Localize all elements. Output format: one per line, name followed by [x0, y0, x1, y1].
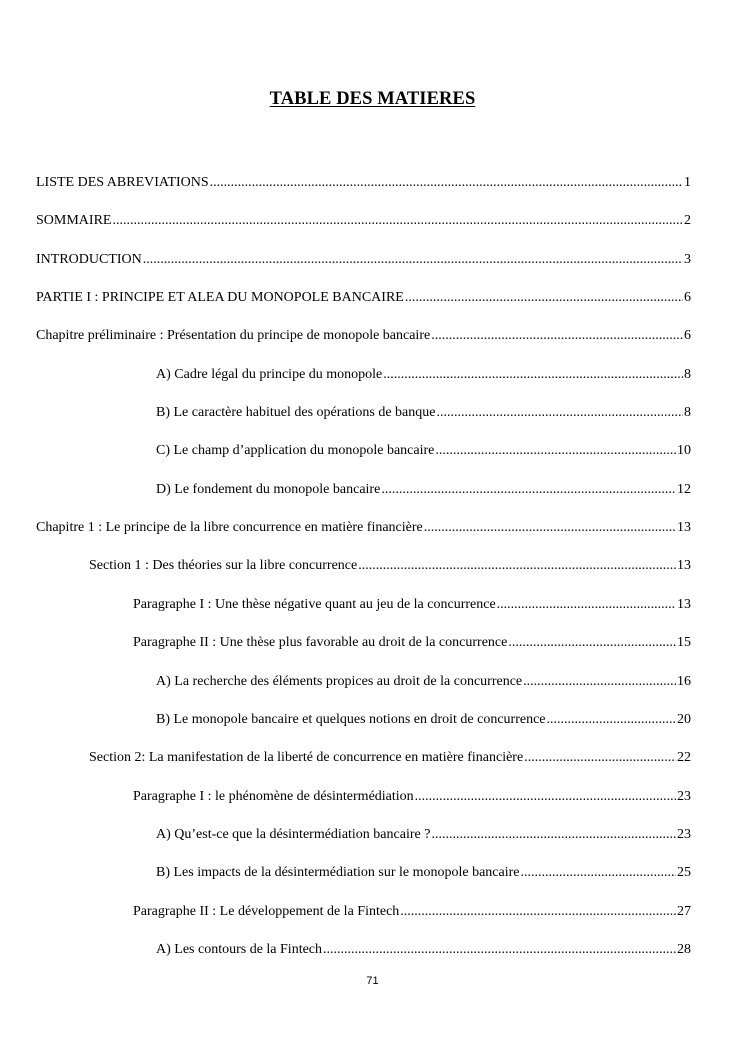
toc-entry-page: 25 [677, 865, 691, 880]
toc-entry-label: PARTIE I : PRINCIPE ET ALEA DU MONOPOLE BANCAIRE [36, 290, 404, 305]
toc-entry-label: A) Cadre légal du principe du monopole [156, 367, 383, 382]
toc-entry-label: C) Le champ d’application du monopole bancaire [156, 443, 435, 458]
toc-entry[interactable] [89, 749, 691, 767]
toc-entry-page: 1 [684, 175, 691, 190]
toc-entry-label: SOMMAIRE [36, 213, 112, 228]
toc-entry[interactable] [36, 519, 691, 537]
toc-entry-label: Paragraphe I : Une thèse négative quant au jeu de la concurrence [133, 597, 496, 612]
toc-entry[interactable] [133, 788, 691, 806]
toc-entry-page: 23 [677, 827, 691, 842]
toc-entry-label: INTRODUCTION [36, 252, 142, 267]
toc-entry-page: 6 [684, 328, 691, 343]
toc-leader-dots [415, 788, 676, 806]
toc-leader-dots [508, 634, 676, 652]
toc-entry[interactable] [36, 327, 691, 345]
toc-leader-dots [210, 174, 683, 192]
toc-entry[interactable] [89, 557, 691, 575]
toc-entry[interactable] [156, 404, 691, 422]
toc-entry[interactable] [156, 481, 691, 499]
toc-entry[interactable] [156, 864, 691, 882]
toc-entry-page: 13 [677, 597, 691, 612]
toc-entry[interactable] [156, 673, 691, 691]
toc-entry-page: 23 [677, 789, 691, 804]
toc-entry[interactable] [156, 711, 691, 729]
toc-entry-label: Section 1 : Des théories sur la libre concurrence [89, 558, 358, 573]
toc-entry[interactable] [156, 941, 691, 959]
toc-leader-dots [381, 481, 676, 499]
toc-entry-page: 15 [677, 635, 691, 650]
toc-entry-page: 8 [684, 405, 691, 420]
toc-entry-label: Chapitre 1 : Le principe de la libre concurrence en matière financière [36, 520, 423, 535]
toc-entry[interactable] [156, 366, 691, 384]
page-title: TABLE DES MATIERES [269, 89, 476, 109]
toc-entry-page: 13 [677, 520, 691, 535]
toc-entry-label: Paragraphe II : Une thèse plus favorable au droit de la concurrence [133, 635, 508, 650]
toc-entry-label: A) La recherche des éléments propices au droit de la concurrence [156, 674, 523, 689]
toc-entry-label: LISTE DES ABREVIATIONS [36, 175, 209, 190]
toc-entry[interactable] [133, 903, 691, 921]
toc-leader-dots [383, 366, 683, 384]
toc-leader-dots [521, 864, 677, 882]
toc-entry-label: A) Qu’est-ce que la désintermédiation bancaire ? [156, 827, 431, 842]
toc-leader-dots [405, 289, 683, 307]
toc-entry[interactable] [36, 212, 691, 230]
toc-entry-label: D) Le fondement du monopole bancaire [156, 482, 381, 497]
toc-entry-page: 10 [677, 443, 691, 458]
toc-leader-dots [436, 404, 683, 422]
toc-entry-label: Section 2: La manifestation de la liberté de concurrence en matière financière [89, 750, 524, 765]
toc-leader-dots [431, 327, 683, 345]
toc-entry-label: B) Les impacts de la désintermédiation sur le monopole bancaire [156, 865, 520, 880]
toc-entry-label: B) Le caractère habituel des opérations de banque [156, 405, 436, 420]
toc-leader-dots [497, 596, 676, 614]
toc-entry[interactable] [133, 634, 691, 652]
page-number: 71 [366, 975, 379, 987]
toc-leader-dots [523, 673, 676, 691]
toc-entry-page: 28 [677, 942, 691, 957]
toc-entry-page: 2 [684, 213, 691, 228]
toc-entry-label: Chapitre préliminaire : Présentation du principe de monopole bancaire [36, 328, 431, 343]
toc-entry-page: 12 [677, 482, 691, 497]
toc-leader-dots [143, 251, 683, 269]
toc-entry[interactable] [133, 596, 691, 614]
toc-leader-dots [112, 212, 683, 230]
toc-entry-label: B) Le monopole bancaire et quelques notions en droit de concurrence [156, 712, 546, 727]
toc-entry[interactable] [156, 442, 691, 460]
toc-leader-dots [435, 442, 676, 460]
toc-leader-dots [547, 711, 676, 729]
toc-entry-label: A) Les contours de la Fintech [156, 942, 323, 957]
toc-entry-label: Paragraphe I : le phénomène de désintermédiation [133, 789, 414, 804]
toc-leader-dots [400, 903, 676, 921]
toc-entry-page: 6 [684, 290, 691, 305]
toc-entry-page: 13 [677, 558, 691, 573]
toc-entry-page: 8 [684, 367, 691, 382]
toc-leader-dots [358, 557, 676, 575]
toc-leader-dots [323, 941, 676, 959]
toc-entry-page: 16 [677, 674, 691, 689]
toc-entry[interactable] [36, 174, 691, 192]
toc-entry[interactable] [156, 826, 691, 844]
toc-entry-label: Paragraphe II : Le développement de la Fintech [133, 904, 400, 919]
toc-entry[interactable] [36, 289, 691, 307]
toc-entry[interactable] [36, 251, 691, 269]
toc-entry-page: 3 [684, 252, 691, 267]
toc-leader-dots [424, 519, 676, 537]
toc-entry-page: 22 [677, 750, 691, 765]
toc-entry-page: 20 [677, 712, 691, 727]
toc-leader-dots [524, 749, 676, 767]
toc-entry-page: 27 [677, 904, 691, 919]
toc-leader-dots [431, 826, 676, 844]
